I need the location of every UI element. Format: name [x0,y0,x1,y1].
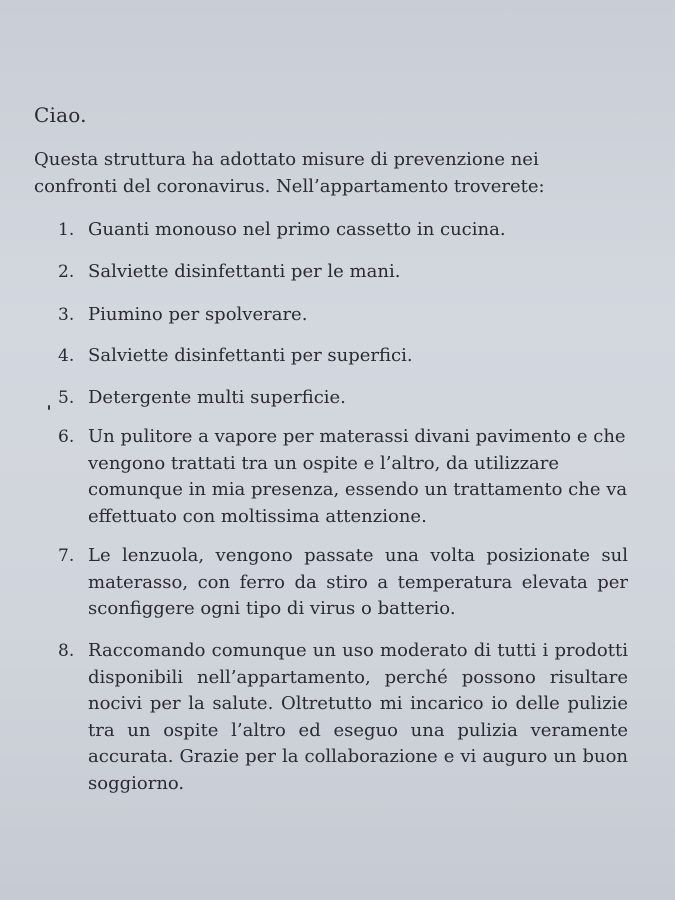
list-item-6 [58,424,628,530]
list-item-5 [58,385,628,412]
item-number: 8. [58,641,75,661]
list-item-2 [58,259,628,286]
item-text: Salviette disinfettanti per superfici. [88,345,413,366]
intro-paragraph: Questa struttura ha adottato misure di prevenzione nei confronti del coronavirus. Nell’appartamento troverete: [34,149,545,197]
list-item-3 [58,302,628,329]
item-number: 4. [58,346,75,366]
item-text: Piumino per spolverare. [88,304,308,325]
list-item-7 [58,543,628,623]
list-item-1 [58,217,628,244]
stray-mark [48,405,50,410]
item-text: Detergente multi superficie. [88,387,346,408]
item-text: Un pulitore a vapore per materassi divani pavimento e che vengono trattati tra un ospite e l’altro, da utilizzare comunque in mia presenza, essendo un trattamento che va effettuato con moltissima attenzione. [88,426,628,527]
list-item-4 [58,343,628,370]
item-number: 7. [58,546,75,566]
item-text: Salviette disinfettanti per le mani. [88,261,401,282]
item-text: Guanti monouso nel primo cassetto in cucina. [88,219,506,240]
item-number: 2. [58,262,75,282]
item-number: 3. [58,305,75,325]
greeting: Ciao. [34,103,87,127]
item-text: Le lenzuola, vengono passate una volta posizionate sul materasso, con ferro da stiro a temperatura elevata per sconfiggere ogni tipo di virus o batterio. [88,545,628,619]
item-number: 1. [58,220,75,240]
item-text: Raccomando comunque un uso moderato di tutti i prodotti disponibili nell’appartamento, perché possono risultare nocivi per la salute. Oltretutto mi incarico io delle pulizie tra un ospite l’altro ed eseguo una pulizia veramente accurata. Grazie per la collaborazione e vi auguro un buon soggiorno. [88,640,628,794]
list-item-8 [58,638,628,797]
item-number: 6. [58,427,75,447]
item-number: 5. [58,388,75,408]
